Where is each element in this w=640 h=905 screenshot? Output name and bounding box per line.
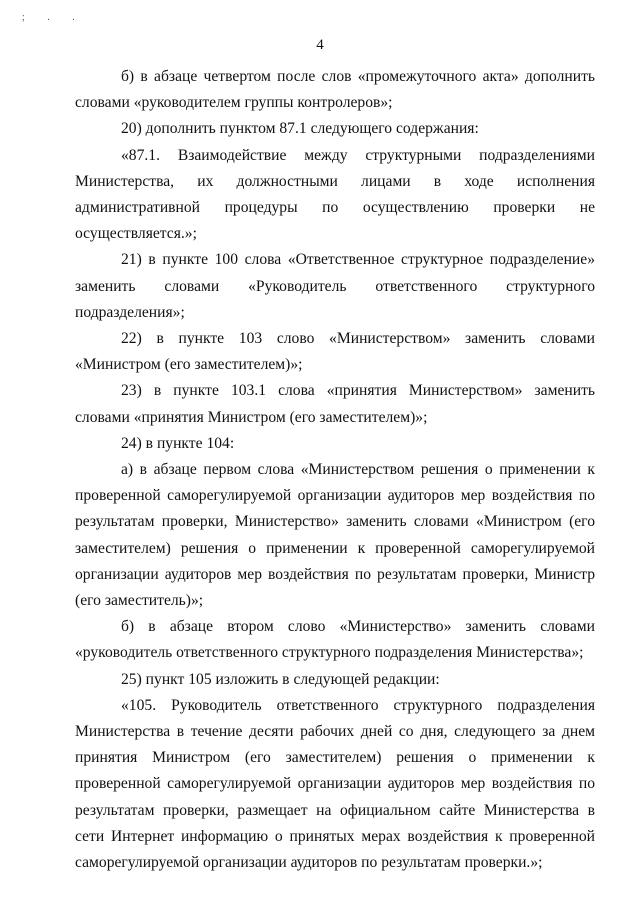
paragraph: 25) пункт 105 изложить в следующей редакции: [121,670,440,688]
document-body [75,64,595,876]
paragraph: «105. Руководитель ответственного структурного подразделения Министерства в течение десяти рабочих дней со дня, следующего за днем принятия Министром (его заместителем) решения о применении к проверенной саморегулируемой организации аудиторов мер воздействия по результатам проверки, размещает на официальном сайте Министерства в сети Интернет информацию о принятых мерах воздействия к проверенной саморегулируемой организации аудиторов по результатам проверки.»; [75,696,595,872]
paragraph: б) в абзаце втором слово «Министерство» заменить словами «руководитель ответственного структурного подразделения Министерства»; [75,618,595,662]
paragraph: а) в абзаце первом слова «Министерством решения о применении к проверенной саморегулируемой организации аудиторов мер воздействия по результатам проверки, Министерство» заменить словами «Министром (его заместителем) решения о применении к проверенной саморегулируемой организации аудиторов мер воздействия по результатам проверки, Министр (его заместитель)»; [75,461,595,610]
scan-marks: ; . . [22,12,85,23]
paragraph: 20) дополнить пунктом 87.1 следующего содержания: [121,120,479,138]
paragraph: 21) в пункте 100 слова «Ответственное структурное подразделение» заменить словами «Руководитель ответственного структурного подразделения»; [75,251,595,321]
paragraph: 22) в пункте 103 слово «Министерством» заменить словами «Министром (его заместителем)»; [75,330,595,374]
paragraph: «87.1. Взаимодействие между структурными подразделениями Министерства, их должностными лицами в ходе исполнения административной процедуры по осуществлению проверки не осуществляется.»; [75,146,595,243]
paragraph: 24) в пункте 104: [121,434,235,452]
page-number: 4 [316,37,324,53]
paragraph: 23) в пункте 103.1 слова «принятия Министерством» заменить словами «принятия Министром (его заместителем)»; [75,382,595,426]
paragraph: б) в абзаце четвертом после слов «промежуточного акта» дополнить словами «руководителем группы контролеров»; [75,68,595,112]
